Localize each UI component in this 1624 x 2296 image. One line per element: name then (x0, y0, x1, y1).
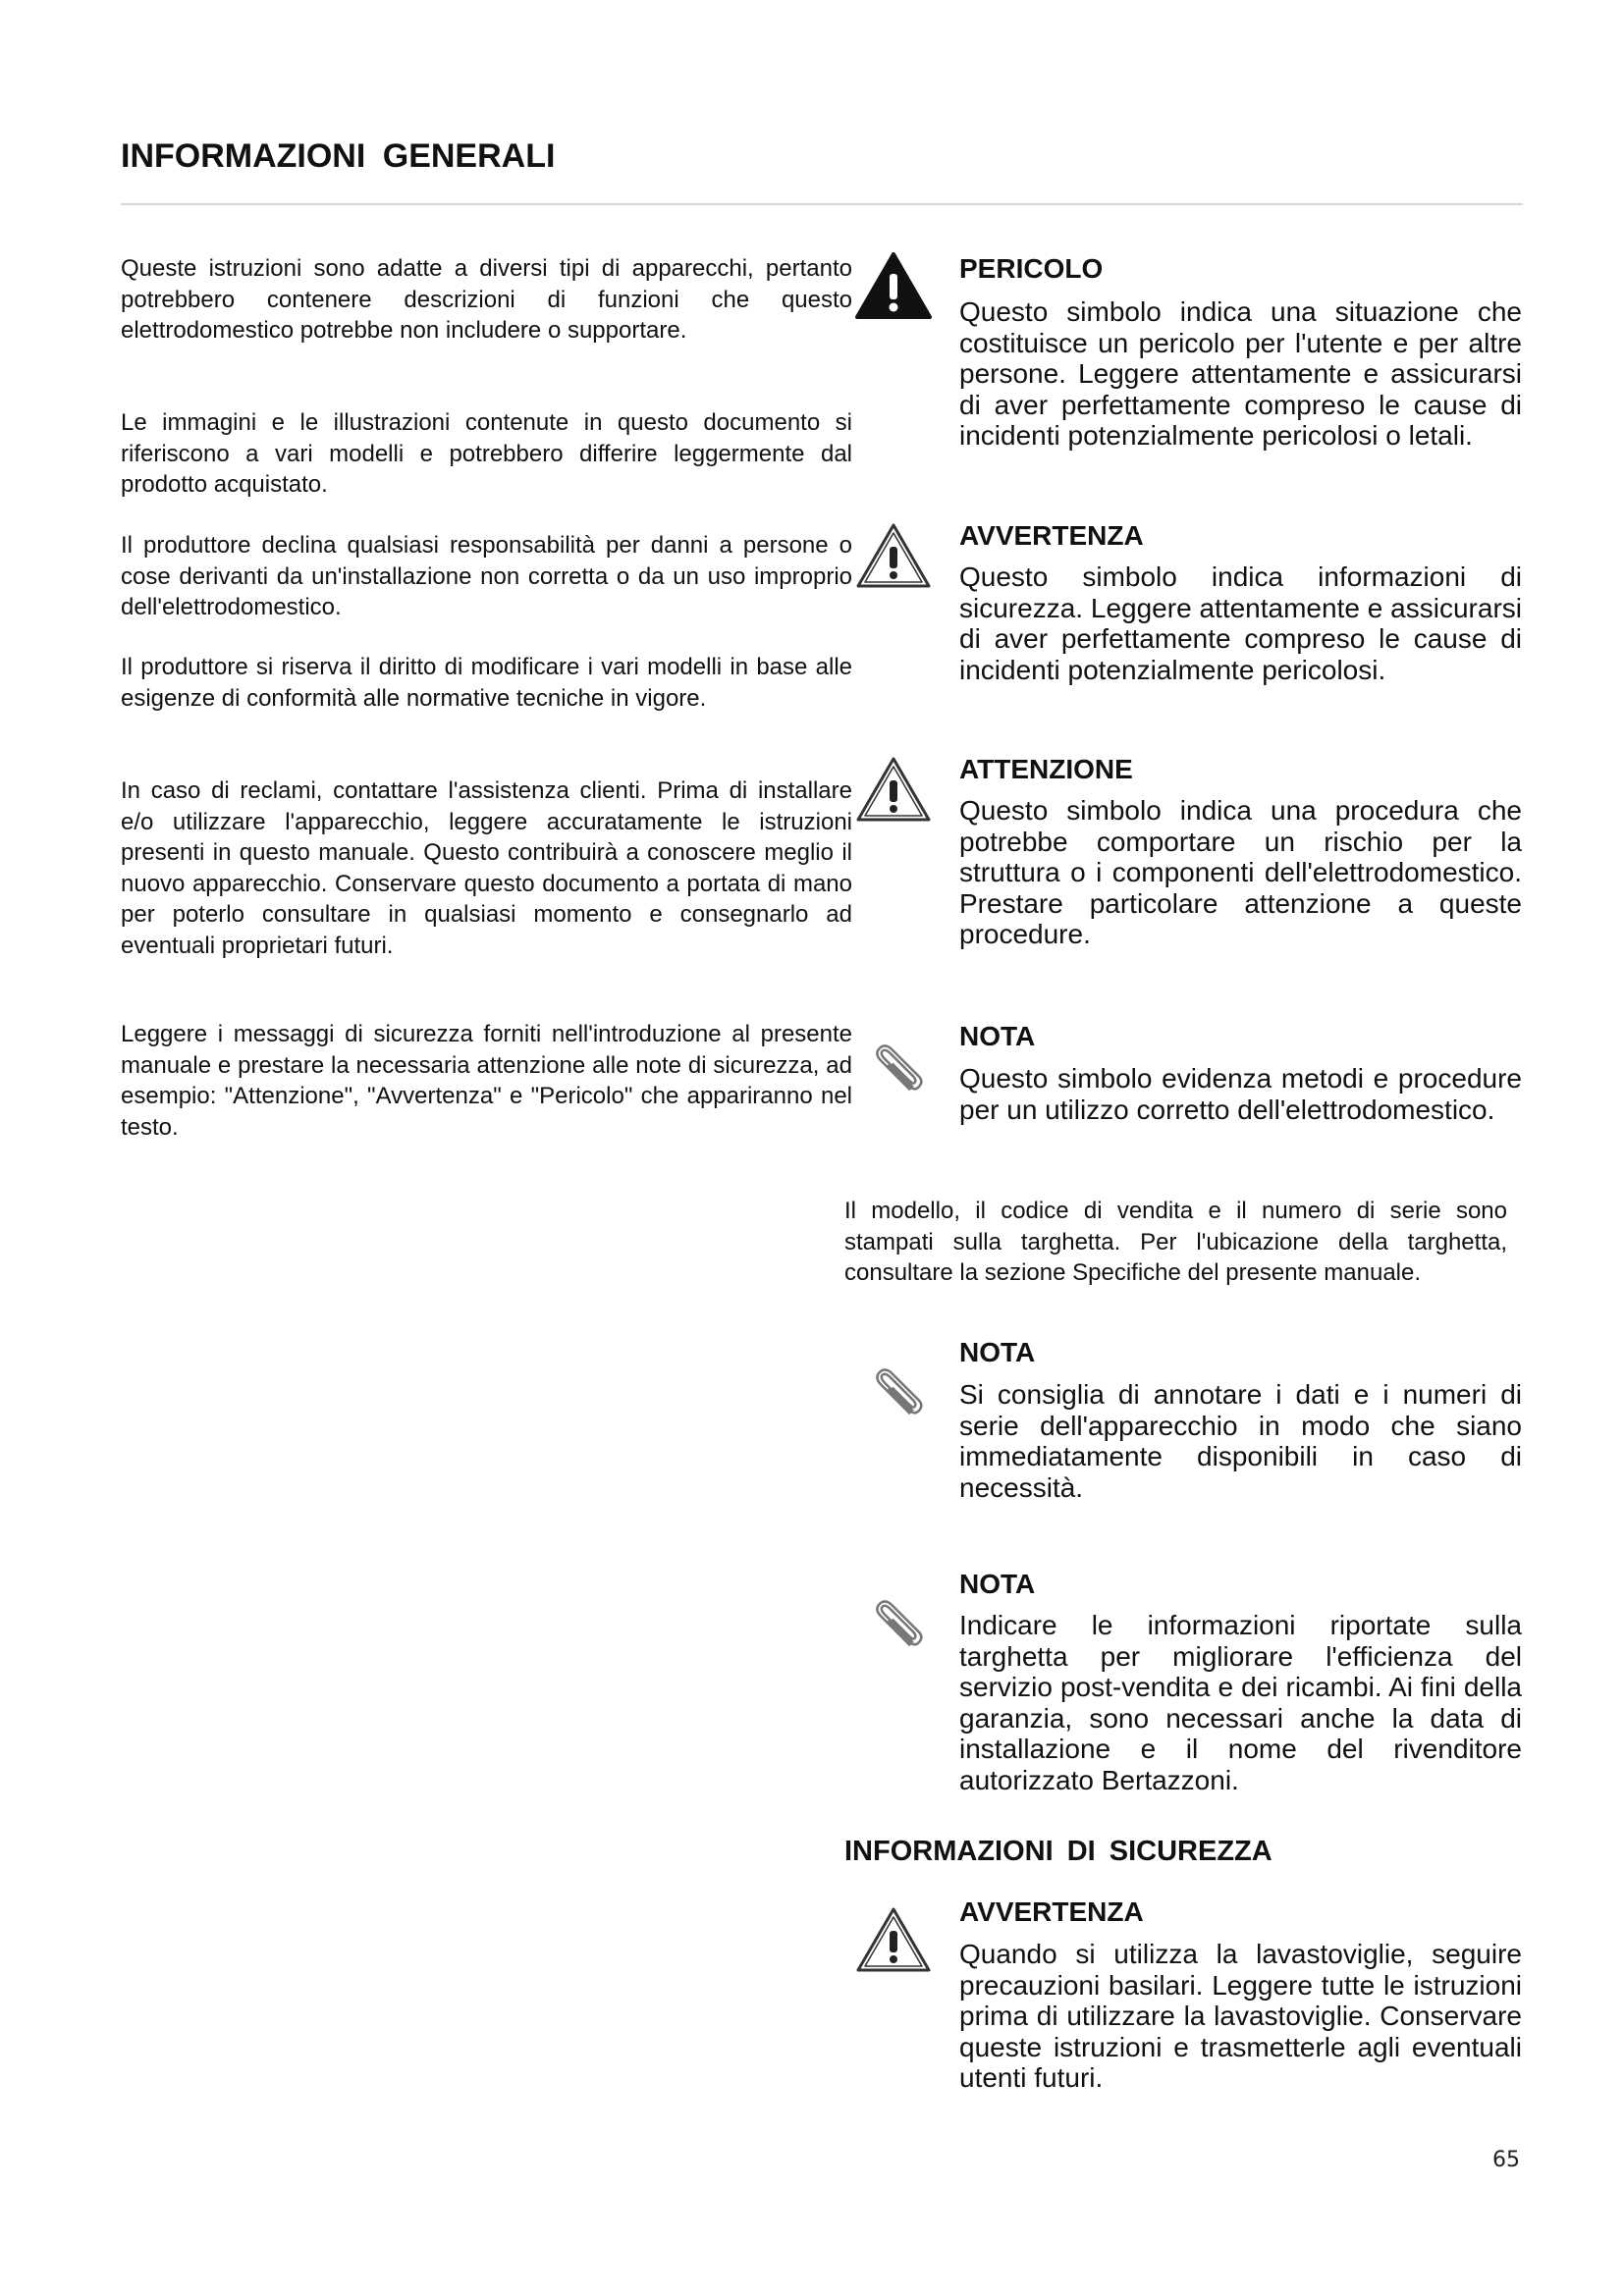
nota2-title: NOTA (959, 1337, 1036, 1367)
safety-avvertenza-text: Quando si utilizza la lavastoviglie, seguire precauzioni basilari. Leggere tutte le istruzioni prima di utilizzare la lavastoviglie. Conservare queste istruzioni e trasmetterle agli eventuali utenti futuri. (959, 1939, 1522, 2093)
pericolo-text: Questo simbolo indica una situazione che costituisce un pericolo per l'utente e per altre persone. Leggere attentamente e assicurarsi di aver perfettamente compreso le cause di incidenti potenzialmente pericolosi o letali. (959, 296, 1522, 451)
nota1-title: NOTA (959, 1021, 1036, 1051)
warning-outline-icon (854, 754, 933, 825)
danger-filled-icon (854, 250, 933, 321)
model-info-paragraph: Il modello, il codice di vendita e il numero di serie sono stampati sulla targhetta. Per l'ubicazione della targhetta, consultare la sezione Specifiche del presente manuale. (844, 1198, 1507, 1286)
safety-avvertenza-title: AVVERTENZA (959, 1896, 1144, 1927)
paperclip-icon (864, 1588, 933, 1657)
page-title: INFORMAZIONI GENERALI (121, 137, 556, 175)
nota3-title: NOTA (959, 1569, 1036, 1599)
modifications-paragraph: Il produttore si riserva il diritto di modificare i vari modelli in base alle esigenze di conformità alle normative tecniche in vigore. (121, 654, 852, 712)
intro-paragraph: Queste istruzioni sono adatte a diversi tipi di apparecchi, pertanto potrebbero contenere descrizioni di funzioni che questo elettrodomestico potrebbe non includere o supportare. (121, 255, 852, 344)
nota1-text: Questo simbolo evidenza metodi e procedure per un utilizzo corretto dell'elettrodomestico. (959, 1063, 1522, 1125)
images-paragraph: Le immagini e le illustrazioni contenute in questo documento si riferiscono a vari modelli e potrebbero differire leggermente dal prodotto acquistato. (121, 409, 852, 498)
pericolo-title: PERICOLO (959, 253, 1104, 284)
attenzione-text: Questo simbolo indica una procedura che potrebbe comportare un rischio per la struttura o i componenti dell'elettrodomestico. Prestare particolare attenzione a queste procedure. (959, 795, 1522, 949)
warning-outline-icon (854, 520, 933, 591)
nota2-text: Si consiglia di annotare i dati e i numeri di serie dell'apparecchio in modo che siano immediatamente disponibili in caso di necessità. (959, 1379, 1522, 1503)
warning-outline-icon (854, 1904, 933, 1975)
avvertenza-text: Questo simbolo indica informazioni di sicurezza. Leggere attentamente e assicurarsi di aver perfettamente compreso le cause di incidenti potenzialmente pericolosi. (959, 561, 1522, 685)
paperclip-icon (864, 1033, 933, 1101)
nota3-text: Indicare le informazioni riportate sulla targhetta per migliorare l'efficienza del servizio post-vendita e dei ricambi. Ai fini della garanzia, sono necessari anche la data di installazione e il nome del rivenditore autorizzato Bertazzoni. (959, 1610, 1522, 1795)
liability-paragraph: Il produttore declina qualsiasi responsabilità per danni a persone o cose derivanti da un'installazione non corretta o da un uso improprio dell'elettrodomestico. (121, 532, 852, 620)
safety-section-heading: INFORMAZIONI DI SICUREZZA (844, 1836, 1272, 1867)
attenzione-title: ATTENZIONE (959, 754, 1133, 784)
page-number: 65 (1492, 2148, 1520, 2172)
paperclip-icon (864, 1357, 933, 1425)
safety-messages-paragraph: Leggere i messaggi di sicurezza forniti nell'introduzione al presente manuale e prestare la necessaria attenzione alle note di sicurezza, ad esempio: "Attenzione", "Avvertenza" e "Pericolo" che appariranno nel testo. (121, 1021, 852, 1141)
complaints-paragraph: In caso di reclami, contattare l'assistenza clienti. Prima di installare e/o utilizzare l'apparecchio, leggere accuratamente le istruzioni presenti in questo manuale. Questo contribuirà a conoscere meglio il nuovo apparecchio. Conservare questo documento a portata di mano per poterlo consultare in qualsiasi momento e consegnarlo ad eventuali proprietari futuri. (121, 777, 852, 959)
avvertenza-title: AVVERTENZA (959, 520, 1144, 551)
title-divider (121, 203, 1523, 205)
